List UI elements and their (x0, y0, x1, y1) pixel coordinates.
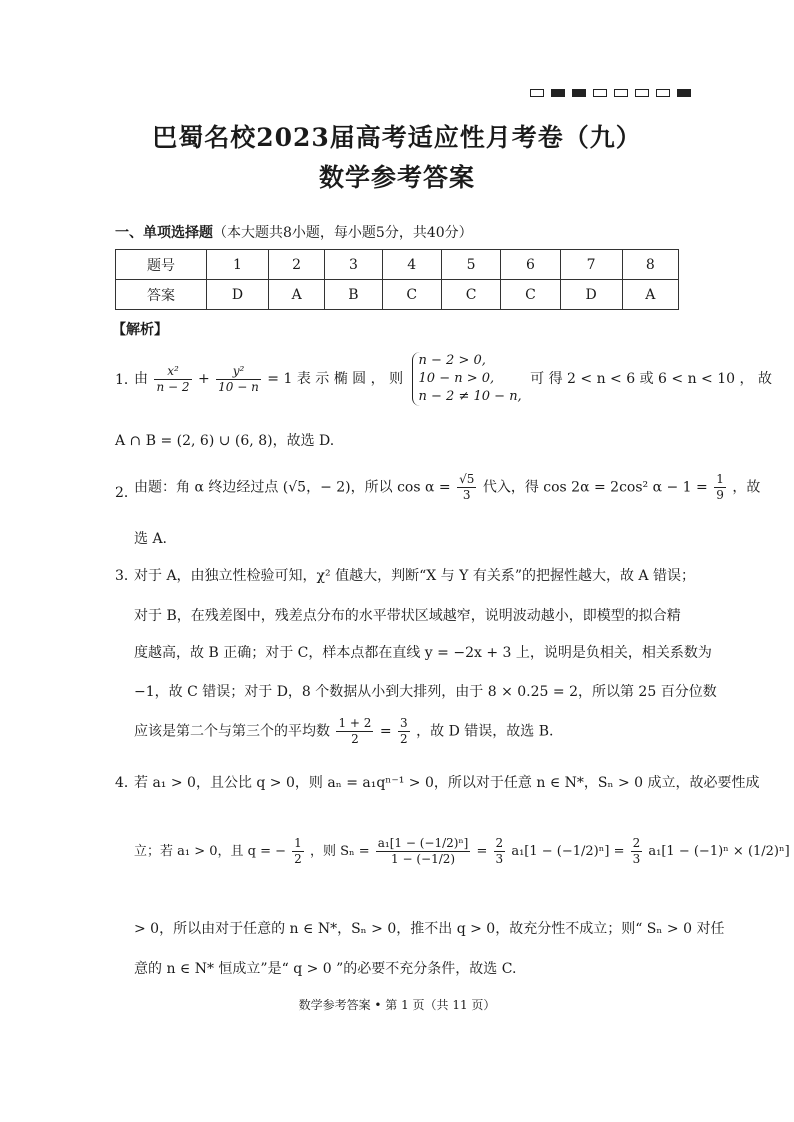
q4-number: 4． (115, 775, 138, 791)
header-marks (530, 89, 691, 97)
row-label-number: 题号 (116, 250, 207, 280)
table-cell: 6 (501, 250, 560, 280)
table-cell: 8 (622, 250, 678, 280)
q3-line4: −1，故 C 错误；对于 D，8 个数据从小到大排列，由于 8 × 0.25 = 2，所以第 25 百分位数 (134, 684, 717, 700)
frac-num: 2 (632, 836, 641, 850)
frac-den: 1 − (−1/2) (391, 852, 456, 866)
mark-empty (593, 89, 607, 97)
q1-fraction-x (154, 364, 191, 395)
frac-num: 1 + 2 (338, 716, 372, 730)
q3-fraction (398, 716, 410, 747)
table-cell: 7 (560, 250, 622, 280)
table-cell: C (501, 280, 560, 310)
q2-fraction (457, 472, 476, 503)
q4-fraction (494, 836, 506, 867)
table-cell: A (268, 280, 324, 310)
q1-fraction-y (216, 364, 261, 395)
q3-line1: 对于 A，由独立性检验可知，χ² 值越大，判断“X 与 Y 有关系”的把握性越大，故 A 错误； (134, 568, 695, 584)
frac-den: 10 − n (218, 379, 259, 394)
q3-text: 应该是第二个与第三个的平均数 (134, 723, 330, 740)
frac-num: 2 (495, 836, 504, 850)
section-title: 一、单项选择题 (115, 225, 213, 241)
table-cell: 3 (325, 250, 382, 280)
q3-line3: 度越高，故 B 正确；对于 C，样本点都在直线 y = −2x + 3 上，说明是负相关，相关系数为 (134, 645, 712, 661)
q1-number: 1． (115, 372, 138, 388)
analysis-label: 【解析】 (112, 322, 168, 338)
q4-fraction (292, 836, 304, 867)
row-label-answer: 答案 (116, 280, 207, 310)
frac-den: 2 (351, 732, 359, 746)
q1-system (412, 352, 522, 406)
system-eq: 10 − n > 0, (418, 371, 495, 386)
q4-line3: > 0，所以由对于任意的 n ∈ N*，Sₙ > 0，推不出 q > 0，故充分性不成立；则“ Sₙ > 0 对任 (134, 921, 725, 937)
mark-filled (551, 89, 565, 97)
table-cell: D (560, 280, 622, 310)
q1-text: 可 得 2 < n < 6 或 6 < n < 10 ， 故 (530, 371, 772, 387)
q2-text: ，故 (732, 479, 761, 496)
q4-text: 立；若 a₁ > 0，且 q = − (134, 844, 287, 859)
table-cell: C (441, 280, 500, 310)
q3-line2: 对于 B，在残差图中，残差点分布的水平带状区域越窄，说明波动越小，即模型的拟合精 (134, 608, 681, 624)
q3-number: 3． (115, 568, 138, 584)
frac-den: 3 (462, 488, 471, 502)
plus-sign: + (197, 371, 210, 387)
table-cell: C (382, 280, 441, 310)
frac-den: 3 (632, 852, 641, 866)
section-note: （本大题共8小题，每小题5分，共40分） (213, 225, 473, 241)
answer-table (115, 249, 679, 310)
frac-den: 3 (495, 852, 504, 866)
q2-fraction (714, 472, 726, 503)
q1-line1 (134, 352, 772, 406)
q4-text: ，则 Sₙ = (309, 844, 370, 859)
system-eq: n − 2 ≠ 10 − n, (418, 389, 522, 404)
q4-line4: 意的 n ∈ N* 恒成立”是“ q > 0 ”的必要不充分条件，故选 C. (134, 961, 517, 977)
q2-number: 2． (115, 485, 138, 501)
frac-num: √5 (459, 472, 475, 486)
table-cell: B (325, 280, 382, 310)
mark-empty (614, 89, 628, 97)
mark-empty (635, 89, 649, 97)
exam-subtitle: 数学参考答案 (318, 163, 475, 192)
frac-den: 2 (400, 732, 408, 746)
table-cell: 2 (268, 250, 324, 280)
frac-den: n − 2 (156, 379, 190, 394)
system-eq: n − 2 > 0, (418, 353, 486, 368)
q4-text: a₁[1 − (−1)ⁿ × (1/2)ⁿ] (648, 844, 790, 859)
table-row (116, 250, 679, 280)
mark-empty (656, 89, 670, 97)
mark-empty (530, 89, 544, 97)
q4-line1: 若 a₁ > 0，且公比 q > 0，则 aₙ = a₁qⁿ⁻¹ > 0，所以对于任意 n ∈ N*，Sₙ > 0 成立，故必要性成 (134, 775, 760, 791)
q4-text: a₁[1 − (−1/2)ⁿ] = (511, 844, 625, 859)
frac-num: a₁[1 − (−1/2)ⁿ] (377, 836, 469, 850)
q2-line1 (134, 472, 760, 503)
q4-line2 (134, 836, 790, 867)
frac-num: 3 (400, 716, 408, 730)
frac-den: 2 (294, 852, 302, 866)
table-row (116, 280, 679, 310)
frac-num: y² (216, 364, 261, 380)
q2-text: 代入，得 cos 2α = 2cos² α − 1 = (482, 479, 708, 496)
equals-sign: = (476, 844, 488, 859)
table-cell: D (207, 280, 269, 310)
q2-line2: 选 A. (134, 531, 168, 547)
table-cell: 1 (207, 250, 269, 280)
q3-text: ，故 D 错误，故选 B. (416, 723, 554, 740)
table-cell: 4 (382, 250, 441, 280)
section-heading (115, 222, 473, 242)
q3-line5 (134, 716, 553, 747)
q4-big-fraction (376, 836, 471, 867)
exam-title: 巴蜀名校2023届高考适应性月考卷（九） (152, 123, 642, 152)
frac-num: 1 (294, 836, 302, 850)
frac-den: 9 (716, 488, 724, 502)
frac-num: x² (154, 364, 191, 380)
mark-filled (572, 89, 586, 97)
q2-text: 由题：角 α 终边经过点 (√5，− 2)，所以 cos α = (134, 479, 451, 496)
mark-filled (677, 89, 691, 97)
q1-text: = 1 表 示 椭 圆 ， 则 (267, 371, 404, 387)
q1-text: 由 (134, 371, 148, 387)
table-cell: 5 (441, 250, 500, 280)
q1-line2: A ∩ B = (2, 6) ∪ (6, 8)，故选 D. (115, 433, 335, 449)
q4-fraction (631, 836, 643, 867)
table-cell: A (622, 280, 678, 310)
q3-fraction (336, 716, 373, 747)
equals-sign: = (379, 723, 392, 740)
frac-num: 1 (716, 472, 724, 486)
page-footer: 数学参考答案 • 第 1 页（共 11 页） (298, 998, 496, 1012)
